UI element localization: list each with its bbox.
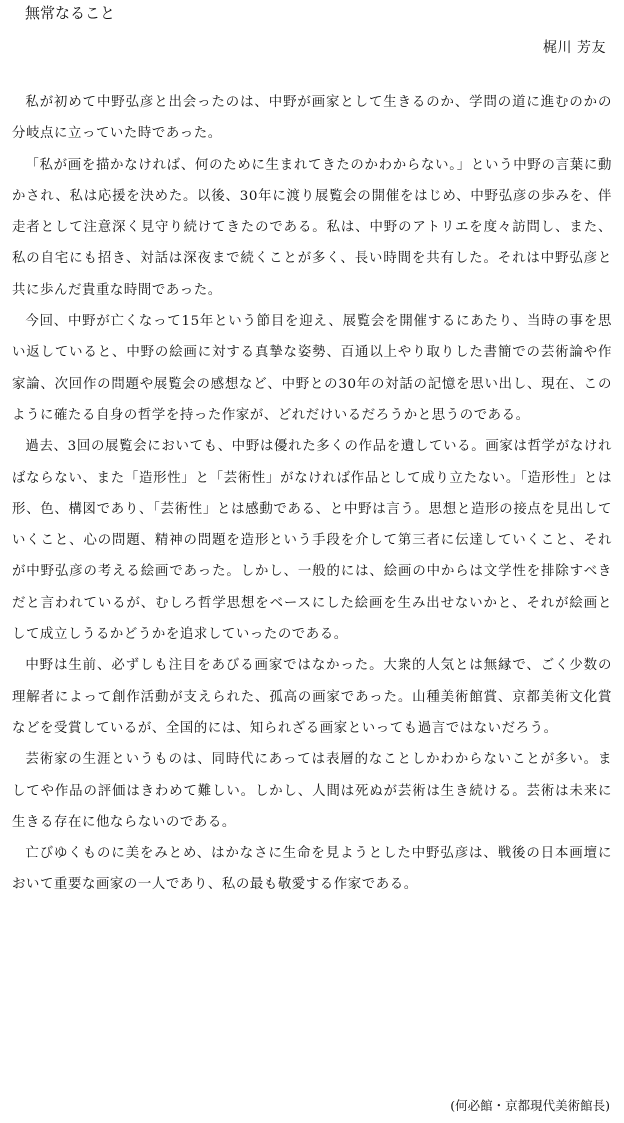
author-affiliation: (何必館・京都現代美術館長) (450, 1098, 610, 1113)
essay-title: 無常なること (25, 4, 116, 22)
author-name: 梶川 芳友 (543, 40, 606, 56)
paragraph-3: 今回、中野が亡くなって15年という節目を迎え、展覧会を開催するにあたり、当時の事を思い返していると、中野の絵画に対する真摯な姿勢、百通以上やり取りした書簡での芸術論や作家論、次回作の問題や展覧会の感想など、中野との30年の対話の記憶を思い出し、現在、このように確たる自身の哲学を持った作家が、どれだけいるだろうかと思うのである。 (12, 314, 612, 423)
paragraph-6: 芸術家の生涯というものは、同時代にあっては表層的なことしかわからないことが多い。ましてや作品の評価はきわめて難しい。しかし、人間は死ぬが芸術は生き続ける。芸術は未来に生きる存在に他ならないのである。 (12, 752, 612, 830)
essay-body (12, 87, 612, 901)
paragraph-4: 過去、3回の展覧会においても、中野は優れた多くの作品を遺している。画家は哲学がなければならない、また「造形性」と「芸術性」がなければ作品として成り立たない。「造形性」とは形、色、構図であり、「芸術性」とは感動である、と中野は言う。思想と造形の接点を見出していくこと、心の問題、精神の問題を造形という手段を介して第三者に伝達していくこと、それが中野弘彦の考える絵画であった。しかし、一般的には、絵画の中からは文学性を排除すべきだと言われているが、むしろ哲学思想をベースにした絵画を生み出せないかと、それが絵画として成立しうるかどうかを追求していったのである。 (12, 439, 612, 643)
paragraph-1: 私が初めて中野弘彦と出会ったのは、中野が画家として生きるのか、学問の道に進むのかの分岐点に立っていた時であった。 (12, 95, 612, 142)
paragraph-5: 中野は生前、必ずしも注目をあびる画家ではなかった。大衆的人気とは無縁で、ごく少数の理解者によって創作活動が支えられた、孤高の画家であった。山種美術館賞、京都美術文化賞などを受賞しているが、全国的には、知られざる画家といっても過言ではないだろう。 (12, 658, 612, 736)
paragraph-7: 亡びゆくものに美をみとめ、はかなさに生命を見ようとした中野弘彦は、戦後の日本画壇において重要な画家の一人であり、私の最も敬愛する作家である。 (12, 846, 612, 893)
paragraph-2: 「私が画を描かなければ、何のために生まれてきたのかわからない。」という中野の言葉に動かされ、私は応援を決めた。以後、30年に渡り展覧会の開催をはじめ、中野弘彦の歩みを、伴走者として注意深く見守り続けてきたのである。私は、中野のアトリエを度々訪問し、また、私の自宅にも招き、対話は深夜まで続くことが多く、長い時間を共有した。それは中野弘彦と共に歩んだ貴重な時間であった。 (12, 157, 612, 298)
